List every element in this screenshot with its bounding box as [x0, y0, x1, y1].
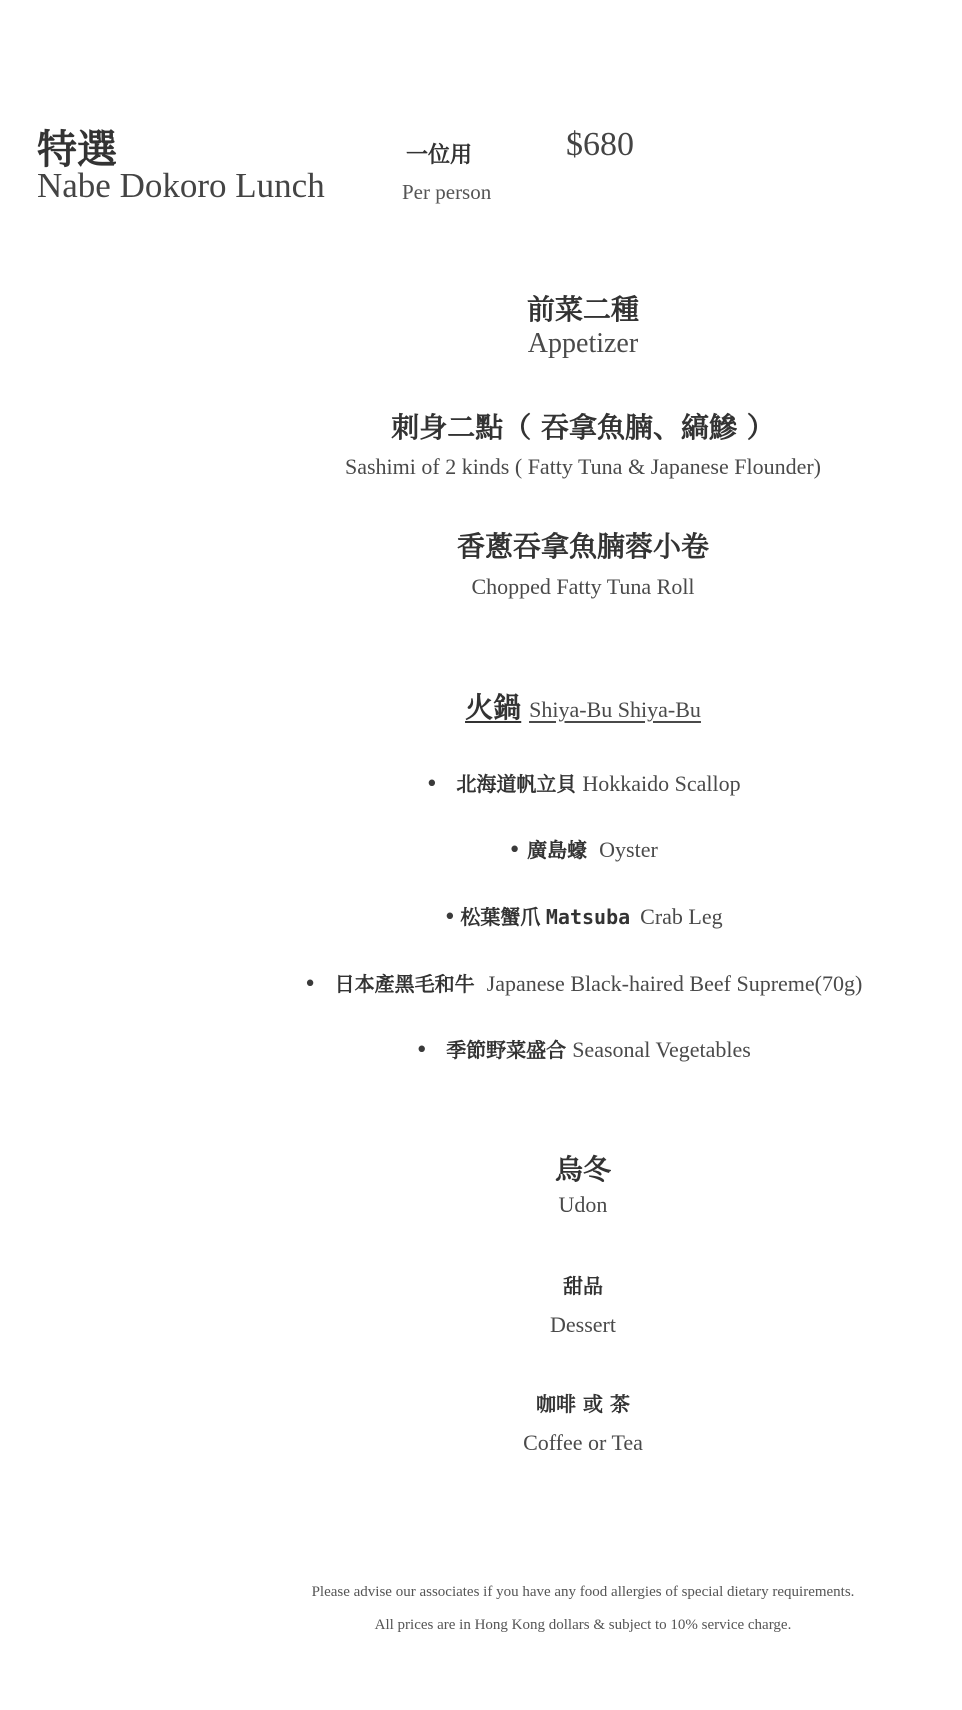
bullet: • — [303, 972, 317, 997]
bullet: • — [443, 905, 457, 930]
list-item — [0, 1034, 962, 1063]
sashimi-chinese: 刺身二點（ 吞拿魚腩、縞鰺 ） — [391, 411, 775, 444]
hotpot-heading-chinese: 火鍋 — [465, 691, 522, 724]
hotpot-heading-english: Shiya-Bu Shiya-Bu — [529, 697, 701, 722]
item-chinese: 北海道帆立貝 — [456, 772, 577, 796]
roll-chinese: 香蔥吞拿魚腩蓉小卷 — [456, 530, 709, 563]
drink-chinese: 咖啡 或 茶 — [536, 1392, 630, 1416]
item-english: Crab Leg — [640, 904, 723, 929]
item-chinese: 廣島蠔 — [527, 838, 588, 862]
service-charge-note: All prices are in Hong Kong dollars & subject to 10% service charge. — [374, 1617, 792, 1633]
item-english: Hokkaido Scallop — [582, 771, 741, 796]
item-mono: Matsuba — [545, 905, 631, 929]
menu-price: $680 — [566, 126, 634, 163]
allergy-note: Please advise our associates if you have any food allergies of special dietary requirements. — [311, 1584, 855, 1600]
drink-english: Coffee or Tea — [523, 1430, 643, 1455]
per-person-chinese: 一位用 — [406, 143, 473, 168]
roll-english: Chopped Fatty Tuna Roll — [471, 574, 695, 599]
udon-english: Udon — [558, 1192, 608, 1217]
item-chinese: 日本產黑毛和牛 — [334, 972, 475, 996]
menu-title-english: Nabe Dokoro Lunch — [37, 166, 325, 205]
per-person-english: Per person — [402, 180, 492, 204]
appetizer-chinese: 前菜二種 — [526, 293, 639, 326]
item-english: Seasonal Vegetables — [572, 1037, 751, 1062]
dessert-chinese: 甜品 — [563, 1274, 603, 1298]
list-item — [0, 968, 962, 997]
bullet: • — [425, 772, 439, 797]
hotpot-heading — [0, 686, 962, 726]
item-english: Japanese Black-haired Beef Supreme(70g) — [486, 971, 863, 996]
appetizer-english: Appetizer — [527, 328, 639, 359]
item-english: Oyster — [599, 837, 658, 862]
dessert-english: Dessert — [550, 1312, 616, 1337]
udon-chinese: 烏冬 — [554, 1153, 611, 1186]
bullet: • — [508, 838, 522, 863]
menu-title-chinese: 特選 — [37, 127, 117, 173]
list-item — [0, 901, 962, 930]
item-chinese: 季節野菜盛合 — [446, 1038, 567, 1062]
list-item — [0, 768, 962, 797]
sashimi-english: Sashimi of 2 kinds ( Fatty Tuna & Japanese Flounder) — [344, 454, 822, 479]
list-item — [0, 834, 962, 863]
bullet: • — [415, 1038, 429, 1063]
item-chinese: 松葉蟹爪 — [460, 905, 541, 929]
